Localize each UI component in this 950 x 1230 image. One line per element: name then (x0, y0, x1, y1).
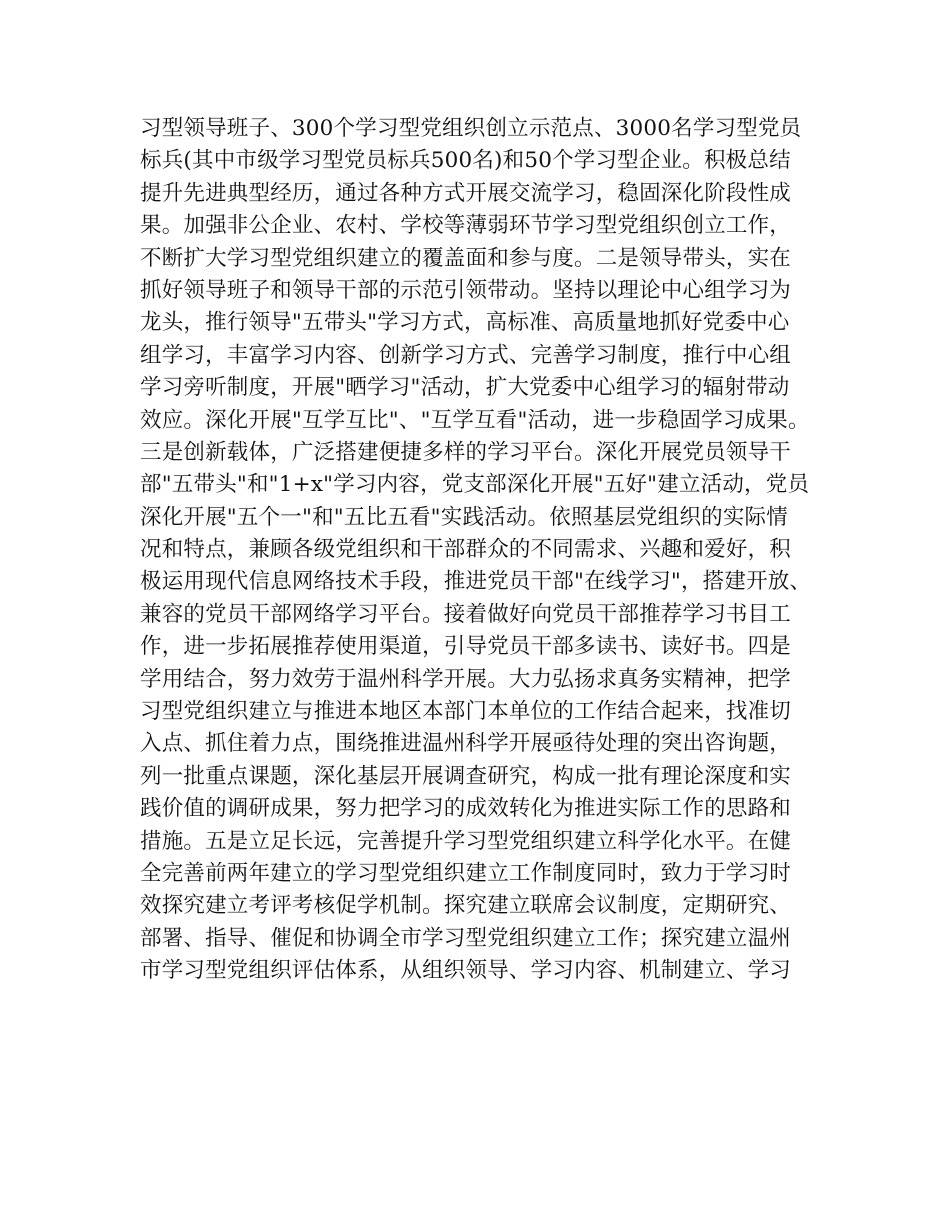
text-line-15: 极运用现代信息网络技术手段，推进党员干部"在线学习"，搭建开放、 (140, 569, 812, 595)
text-line-8: 组学习，丰富学习内容、创新学习方式、完善学习制度，推行中心组 (140, 342, 792, 368)
text-line-2: 标兵(其中市级学习型党员标兵500名)和50个学习型企业。积极总结 (140, 148, 791, 174)
text-line-6: 抓好领导班子和领导干部的示范引领带动。坚持以理论中心组学习为 (140, 277, 792, 303)
text-line-9: 学习旁听制度，开展"晒学习"活动，扩大党委中心组学习的辐射带动 (140, 375, 790, 401)
body-text (140, 113, 820, 988)
text-line-16: 兼容的党员干部网络学习平台。接着做好向党员干部推荐学习书目工 (140, 601, 792, 627)
text-line-3: 提升先进典型经历，通过各种方式开展交流学习，稳固深化阶段性成 (140, 180, 792, 206)
text-line-5: 不断扩大学习型党组织建立的覆盖面和参与度。二是领导带头，实在 (140, 245, 792, 271)
text-line-20: 入点、抓住着力点，围绕推进温州科学开展亟待处理的突出咨询题， (140, 731, 792, 757)
text-line-14: 况和特点，兼顾各级党组织和干部群众的不同需求、兴趣和爱好，积 (140, 537, 792, 563)
text-line-11: 三是创新载体，广泛搭建便捷多样的学习平台。深化开展党员领导干 (140, 439, 792, 465)
text-line-1: 习型领导班子、300个学习型党组织创立示范点、3000名学习型党员 (140, 116, 802, 141)
text-line-23: 措施。五是立足长远，完善提升学习型党组织建立科学化水平。在健 (140, 828, 792, 854)
text-line-24: 全完善前两年建立的学习型党组织建立工作制度同时，致力于学习时 (140, 860, 792, 886)
text-line-13: 深化开展"五个一"和"五比五看"实践活动。依照基层党组织的实际情 (140, 504, 788, 530)
text-line-17: 作，进一步拓展推荐使用渠道，引导党员干部多读书、读好书。四是 (140, 634, 792, 660)
text-line-12: 部"五带头"和"1+x"学习内容，党支部深化开展"五好"建立活动，党员 (140, 472, 810, 498)
text-line-4: 果。加强非公企业、农村、学校等薄弱环节学习型党组织创立工作， (140, 213, 792, 239)
text-line-22: 践价值的调研成果，努力把学习的成效转化为推进实际工作的思路和 (140, 796, 792, 822)
text-line-19: 习型党组织建立与推进本地区本部门本单位的工作结合起来，找准切 (140, 699, 792, 725)
text-line-21: 列一批重点课题，深化基层开展调查研究，构成一批有理论深度和实 (140, 763, 792, 789)
text-line-10: 效应。深化开展"互学互比"、"互学互看"活动，进一步稳固学习成果。 (140, 407, 810, 433)
text-line-26: 部署、指导、催促和协调全市学习型党组织建立工作；探究建立温州 (140, 925, 792, 951)
text-line-7: 龙头，推行领导"五带头"学习方式，高标准、高质量地抓好党委中心 (140, 310, 790, 336)
text-line-25: 效探究建立考评考核促学机制。探究建立联席会议制度，定期研究、 (140, 893, 792, 919)
text-line-18: 学用结合，努力效劳于温州科学开展。大力弘扬求真务实精神，把学 (140, 666, 792, 692)
text-line-27: 市学习型党组织评估体系，从组织领导、学习内容、机制建立、学习 (140, 958, 792, 984)
